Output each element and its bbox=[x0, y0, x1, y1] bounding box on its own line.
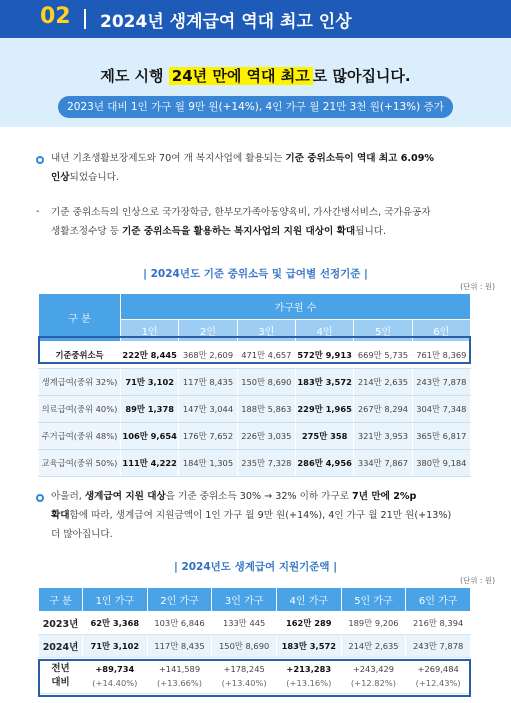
table-row: 2024년 71만 3,102 117만 8,435 150만 8,690 183만 3,572 214만 2,635 243만 7,878 bbox=[39, 635, 471, 658]
table2-unit: (단위 : 원) bbox=[460, 576, 495, 585]
headline-pre: 제도 시행 bbox=[100, 67, 169, 85]
table2-col: 1인 가구 bbox=[83, 588, 148, 612]
livelihood-benefit-table bbox=[38, 587, 471, 694]
table1-col: 6인 bbox=[412, 320, 470, 342]
paragraph-livelihood-benefit: 아울러, 생계급여 지원 대상을 기준 중위소득 30% → 32% 이하 가구로 7년 만에 2%p 확대함에 따라, 생계급여 지원금액이 1인 가구 월 9만 원(+14%), 4인 가구 월 21만 원(+13%) 더 많아집니다. bbox=[51, 491, 452, 540]
table1-group-header: 가구원 수 bbox=[121, 294, 471, 320]
median-income-table bbox=[38, 293, 471, 477]
table2-title: | 2024년도 생계급여 지원기준액 | bbox=[173, 561, 338, 573]
table1-title: | 2024년도 기준 중위소득 및 급여별 선정기준 | bbox=[143, 268, 368, 280]
table1-col: 5인 bbox=[354, 320, 412, 342]
circle-bullet-icon bbox=[36, 156, 44, 164]
headline-highlight: 24년 만에 역대 최고 bbox=[169, 67, 313, 85]
table2-corner: 구 분 bbox=[39, 588, 83, 612]
table1-col: 2인 bbox=[179, 320, 237, 342]
paragraph-median-income: 내년 기초생활보장제도와 70여 개 복지사업에 활용되는 기준 중위소득이 역대 최고 6.09% 인상되었습니다. bbox=[51, 153, 434, 183]
table2-col: 3인 가구 bbox=[212, 588, 277, 612]
paragraph-welfare-expansion: 기준 중위소득의 인상으로 국가장학금, 한부모가족아동양육비, 가사간병서비스, 국가유공자 생활조정수당 등 기준 중위소득을 활용하는 복지사업의 지원 대상이 확대됩니다. bbox=[51, 207, 431, 237]
section-title: 2024년 생계급여 역대 최고 인상 bbox=[100, 12, 352, 32]
circle-bullet-icon bbox=[36, 494, 44, 502]
table1-col: 1인 bbox=[121, 320, 179, 342]
table1-unit: (단위 : 원) bbox=[460, 282, 495, 291]
increase-summary-pill: 2023년 대비 1인 가구 월 9만 원(+14%), 4인 가구 월 21만 3천 원(+13%) 증가 bbox=[58, 96, 453, 118]
header-divider bbox=[84, 9, 86, 29]
headline bbox=[0, 65, 511, 86]
table-row: 주거급여(중위 48%) 106만 9,654 176만 7,652 226만 3,035 275만 358 321만 3,953 365만 6,817 bbox=[39, 423, 471, 450]
table2-col: 6인 가구 bbox=[406, 588, 471, 612]
table-row: 전년 대비 +89,734 (+14.40%) +141,589 (+13.66%) +178,245 (+13.40%) +213,283 (+13.16%) +243,429 (+12.82%) +269,484 (+12.43%) bbox=[39, 658, 471, 694]
section-number: 02 bbox=[40, 4, 71, 29]
table2-col: 5인 가구 bbox=[341, 588, 406, 612]
table-row: 기준중위소득 222만 8,445 368만 2,609 471만 4,657 572만 9,913 669만 5,735 761만 8,369 bbox=[39, 342, 471, 369]
table-row: 생계급여(중위 32%) 71만 3,102 117만 8,435 150만 8,690 183만 3,572 214만 2,635 243만 7,878 bbox=[39, 369, 471, 396]
table1-col: 3인 bbox=[237, 320, 295, 342]
table-row: 교육급여(중위 50%) 111만 4,222 184만 1,305 235만 7,328 286만 4,956 334만 7,867 380만 9,184 bbox=[39, 450, 471, 477]
table-row: 2023년 62만 3,368 103만 6,846 133만 445 162만 289 189만 9,206 216만 8,394 bbox=[39, 612, 471, 635]
dash-bullet-icon: - bbox=[36, 206, 40, 217]
table2-col: 4인 가구 bbox=[276, 588, 341, 612]
table1-col: 4인 bbox=[295, 320, 353, 342]
table-row: 의료급여(중위 40%) 89만 1,378 147만 3,044 188만 5,863 229만 1,965 267만 8,294 304만 7,348 bbox=[39, 396, 471, 423]
table2-col: 2인 가구 bbox=[147, 588, 212, 612]
headline-post: 로 많아집니다. bbox=[312, 67, 411, 85]
table1-corner: 구 분 bbox=[39, 294, 121, 342]
